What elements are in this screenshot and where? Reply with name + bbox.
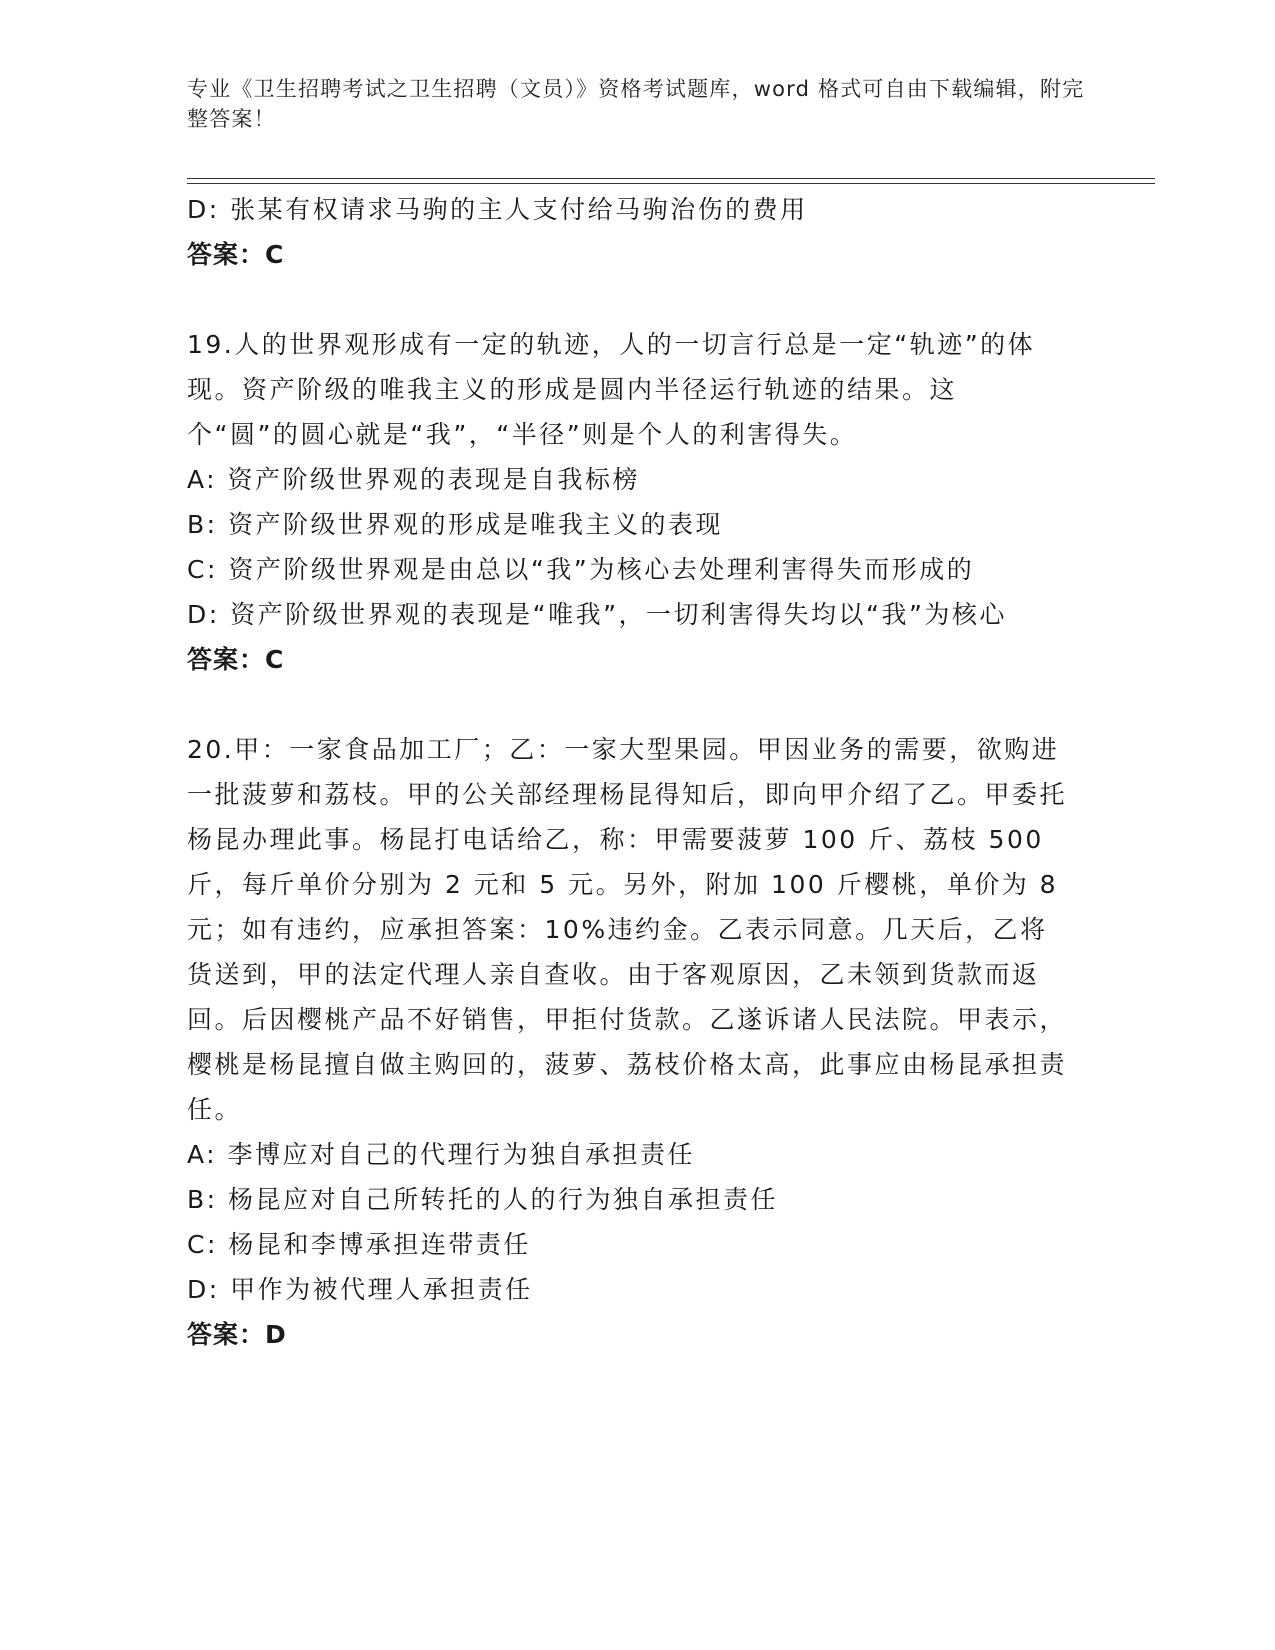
option-c: C: 杨昆和李博承担连带责任 <box>187 1230 531 1259</box>
document-header: 专业《卫生招聘考试之卫生招聘（文员）》资格考试题库，word 格式可自由下载编辑，附完整答案！ <box>187 77 1085 131</box>
question-stem: 19.人的世界观形成有一定的轨迹，人的一切言行总是一定“轨迹”的体现。资产阶级的唯我主义的形成是圆内半径运行轨迹的结果。这个“圆”的圆心就是“我”，“半径”则是个人的利害得失。 <box>187 330 1036 449</box>
spacer <box>187 682 1067 727</box>
option-c: C: 资产阶级世界观是由总以“我”为核心去处理利害得失而形成的 <box>187 555 975 584</box>
option-d: D: 甲作为被代理人承担责任 <box>187 1275 533 1304</box>
header-divider-bottom <box>187 183 1155 184</box>
option-b: B: 杨昆应对自己所转托的人的行为独自承担责任 <box>187 1185 779 1214</box>
option-d: D: 资产阶级世界观的表现是“唯我”，一切利害得失均以“我”为核心 <box>187 600 1007 629</box>
question-19 <box>187 322 1067 682</box>
question-answer: 答案：C <box>187 645 285 674</box>
option-b: B: 资产阶级世界观的形成是唯我主义的表现 <box>187 510 724 539</box>
question-stem: 20.甲：一家食品加工厂；乙：一家大型果园。甲因业务的需要，欲购进一批菠萝和荔枝。甲的公关部经理杨昆得知后，即向甲介绍了乙。甲委托杨昆办理此事。杨昆打电话给乙，称：甲需要菠萝 100 斤、荔枝 500 斤，每斤单价分别为 2 元和 5 元。另外，附加 100 斤樱桃，单价为 8 元；如有违约，应承担答案：10%违约金。乙表示同意。几天后，乙将货送到，甲的法定代理人亲自查收。由于客观原因，乙未领到货款而返回。后因樱桃产品不好销售，甲拒付货款。乙遂诉诸人民法院。甲表示，樱桃是杨昆擅自做主购回的，菠萝、荔枝价格太高，此事应由杨昆承担责任。 <box>187 735 1068 1124</box>
header-divider-top <box>187 178 1155 179</box>
carryover-option-d: D: 张某有权请求马驹的主人支付给马驹治伤的费用 <box>187 195 808 224</box>
option-a: A: 资产阶级世界观的表现是自我标榜 <box>187 465 641 494</box>
document-body <box>187 187 1067 1357</box>
carryover-answer: 答案：C <box>187 240 285 269</box>
option-a: A: 李博应对自己的代理行为独自承担责任 <box>187 1140 696 1169</box>
spacer <box>187 277 1067 322</box>
question-20 <box>187 727 1067 1357</box>
question-answer: 答案：D <box>187 1320 287 1349</box>
